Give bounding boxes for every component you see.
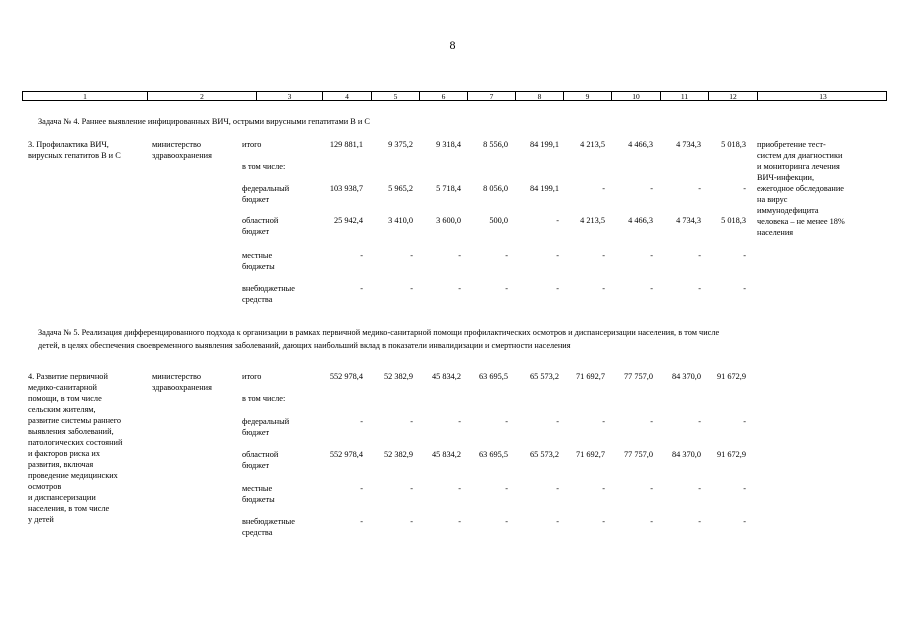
task5-row-label: итого — [242, 372, 262, 381]
task5-executor: министерство здравоохранения — [152, 372, 212, 392]
task4-row-value: 4 213,5 — [580, 216, 605, 225]
task5-row-label: областной бюджет — [242, 450, 279, 470]
task5-row-value: 91 672,9 — [716, 450, 746, 459]
column-number-9: 9 — [564, 92, 612, 101]
task4-row-value: - — [602, 251, 605, 260]
task5-row-value: - — [458, 417, 461, 426]
task5-row-value: 71 692,7 — [575, 372, 605, 381]
column-number-1: 1 — [23, 92, 148, 101]
task4-row-value: - — [650, 184, 653, 193]
task4-row-value: 129 881,1 — [329, 140, 363, 149]
task5-title: Задача № 5. Реализация дифференцированного подхода к организации в рамках первичной медико-санитарной помощи профилактических осмотров и диспансеризации населения, в том числе детей, в целях обеспечения своевременного выявления заболеваний, дающих наибольший вклад в показатели инвалидизации и смертности населения — [38, 328, 720, 350]
task5-row-value: - — [360, 517, 363, 526]
task5-row-value: 84 370,0 — [671, 450, 701, 459]
task4-measure: 3. Профилактика ВИЧ, вирусных гепатитов В и С — [28, 140, 121, 160]
task4-row-label: местные бюджеты — [242, 251, 275, 271]
task4-title: Задача № 4. Раннее выявление инфицированных ВИЧ, острыми вирусными гепатитами В и С — [38, 117, 370, 126]
task4-row-value: 103 938,7 — [329, 184, 363, 193]
task4-row-value: - — [556, 216, 559, 225]
task5-row-value: - — [743, 517, 746, 526]
column-number-5: 5 — [372, 92, 420, 101]
task4-row-value: 4 466,3 — [628, 216, 653, 225]
task4-row-value: - — [505, 251, 508, 260]
column-number-6: 6 — [420, 92, 468, 101]
task5-row-value: - — [602, 484, 605, 493]
task5-row-value: - — [743, 484, 746, 493]
task4-row-value: - — [602, 184, 605, 193]
task4-row-value: 9 318,4 — [436, 140, 461, 149]
task5-row-value: 552 978,4 — [329, 450, 363, 459]
task5-row-value: 77 757,0 — [623, 372, 653, 381]
task4-result: приобретение тест- систем для диагностики и мониторинга лечения ВИЧ-инфекции, ежегодное обследование на вирус иммунодефицита человека – не менее 18% населения — [757, 140, 845, 237]
task5-row-value: - — [410, 517, 413, 526]
task4-row-value: 4 734,3 — [676, 140, 701, 149]
task5-row-value: 52 382,9 — [383, 372, 413, 381]
column-number-12: 12 — [709, 92, 758, 101]
task5-row-value: - — [556, 484, 559, 493]
task5-row-value: 63 695,5 — [478, 450, 508, 459]
task5-row-value: - — [698, 417, 701, 426]
task5-row-value: - — [698, 484, 701, 493]
task4-row-label: внебюджетные средства — [242, 284, 295, 304]
task4-row-value: - — [743, 284, 746, 293]
task5-row-value: - — [505, 484, 508, 493]
task4-row-value: - — [458, 251, 461, 260]
task5-row-value: - — [505, 417, 508, 426]
task4-row-value: 5 018,3 — [721, 216, 746, 225]
task5-row-value: 84 370,0 — [671, 372, 701, 381]
task4-row-value: - — [410, 284, 413, 293]
task4-row-value: 4 734,3 — [676, 216, 701, 225]
column-number-11: 11 — [661, 92, 709, 101]
page-number: 8 — [449, 38, 456, 52]
task5-row-value: 71 692,7 — [575, 450, 605, 459]
task5-row-value: - — [360, 417, 363, 426]
task4-row-label: федеральный бюджет — [242, 184, 290, 204]
task4-row-value: 4 466,3 — [628, 140, 653, 149]
task5-row-value: 77 757,0 — [623, 450, 653, 459]
task4-row-label: областной бюджет — [242, 216, 279, 236]
task5-row-value: - — [410, 417, 413, 426]
task5-row-value: - — [602, 417, 605, 426]
task4-row-value: - — [650, 251, 653, 260]
task4-row-value: 3 410,0 — [388, 216, 413, 225]
task5-row-value: - — [698, 517, 701, 526]
task5-measure: 4. Развитие первичной медико-санитарной помощи, в том числе сельским жителям, развитие системы раннего выявления заболеваний, патологических состояний и факторов риска их развития, включая проведение медицинских осмотров и диспансеризации населения, в том числе у детей — [28, 372, 123, 524]
column-number-10: 10 — [612, 92, 661, 101]
column-number-4: 4 — [323, 92, 372, 101]
task4-row-value: 25 942,4 — [333, 216, 363, 225]
task5-row-value: - — [556, 517, 559, 526]
task4-executor: министерство здравоохранения — [152, 140, 212, 160]
task4-row-value: - — [602, 284, 605, 293]
task4-row-value: 8 556,0 — [483, 140, 508, 149]
task5-row-value: - — [505, 517, 508, 526]
column-number-13: 13 — [819, 92, 827, 101]
task5-row-value: - — [650, 417, 653, 426]
task4-row-value: - — [505, 284, 508, 293]
task5-row-label: местные бюджеты — [242, 484, 275, 504]
column-number-7: 7 — [468, 92, 516, 101]
task5-row-label: федеральный бюджет — [242, 417, 290, 437]
task4-row-value: 9 375,2 — [388, 140, 413, 149]
task5-row-value: 45 834,2 — [431, 372, 461, 381]
task5-row-value: 65 573,2 — [529, 372, 559, 381]
task4-row-value: - — [410, 251, 413, 260]
task5-row-value: 45 834,2 — [431, 450, 461, 459]
task5-row-value: - — [650, 517, 653, 526]
task5-row-value: - — [743, 417, 746, 426]
task5-row-value: 65 573,2 — [529, 450, 559, 459]
task4-row-value: - — [698, 251, 701, 260]
task5-row-value: 91 672,9 — [716, 372, 746, 381]
task4-row-value: 5 965,2 — [388, 184, 413, 193]
task4-row-value: - — [556, 251, 559, 260]
task5-row-label: в том числе: — [242, 394, 286, 403]
task4-row-label: в том числе: — [242, 162, 286, 171]
task5-row-value: - — [650, 484, 653, 493]
task5-row-label: внебюджетные средства — [242, 517, 295, 537]
task4-row-value: - — [698, 284, 701, 293]
column-number-2: 2 — [148, 92, 257, 101]
task5-row-value: 52 382,9 — [383, 450, 413, 459]
column-number-8: 8 — [516, 92, 564, 101]
column-number-header — [22, 91, 887, 101]
task5-row-value: - — [360, 484, 363, 493]
task5-row-value: 63 695,5 — [478, 372, 508, 381]
column-number-3: 3 — [257, 92, 323, 101]
task4-row-value: 84 199,1 — [529, 140, 559, 149]
task4-row-value: 84 199,1 — [529, 184, 559, 193]
task4-row-value: 8 056,0 — [483, 184, 508, 193]
task4-row-value: - — [556, 284, 559, 293]
task5-row-value: - — [410, 484, 413, 493]
task4-row-value: - — [698, 184, 701, 193]
task4-row-value: - — [360, 284, 363, 293]
task4-row-value: - — [360, 251, 363, 260]
task4-row-value: 4 213,5 — [580, 140, 605, 149]
task5-row-value: - — [556, 417, 559, 426]
task5-row-value: 552 978,4 — [329, 372, 363, 381]
task4-row-value: - — [650, 284, 653, 293]
task4-row-value: 5 018,3 — [721, 140, 746, 149]
task4-row-value: 5 718,4 — [436, 184, 461, 193]
task4-row-value: 500,0 — [489, 216, 508, 225]
task4-row-value: - — [743, 184, 746, 193]
task5-row-value: - — [458, 484, 461, 493]
task5-row-value: - — [602, 517, 605, 526]
task4-row-value: 3 600,0 — [436, 216, 461, 225]
task4-row-label: итого — [242, 140, 262, 149]
task5-row-value: - — [458, 517, 461, 526]
task4-row-value: - — [743, 251, 746, 260]
task4-row-value: - — [458, 284, 461, 293]
